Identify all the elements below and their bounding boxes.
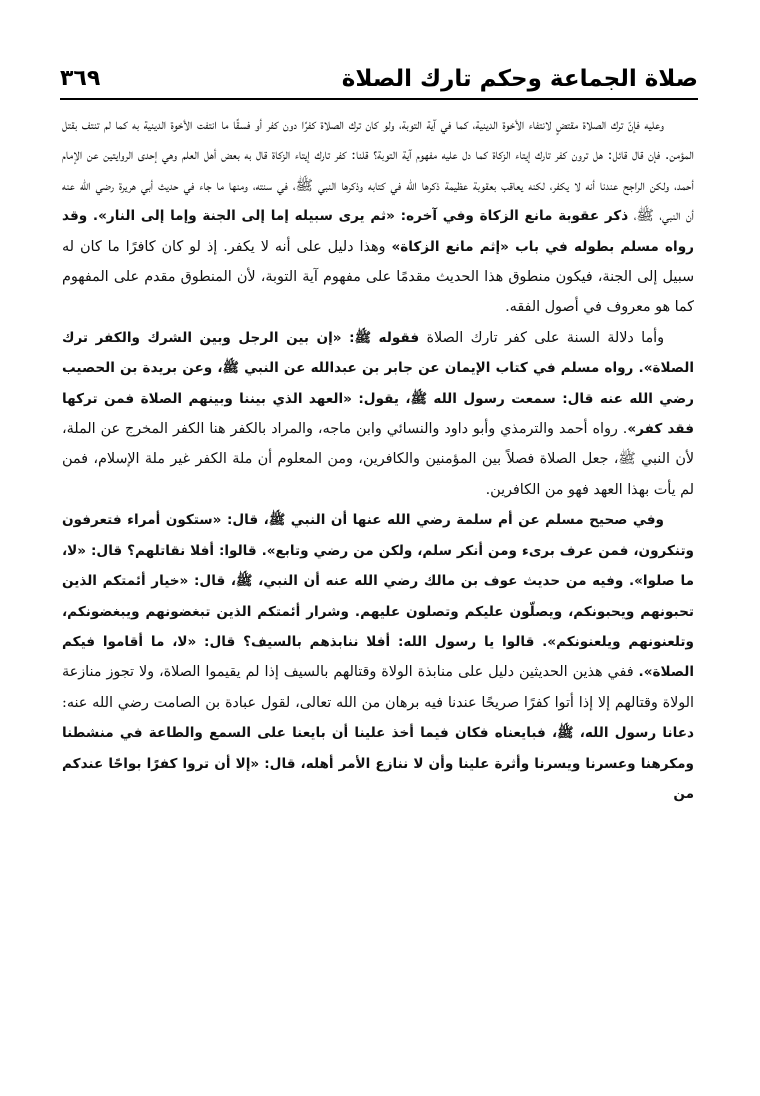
quoted-text: دعانا رسول الله، ﷺ، فبايعناه فكان فيما أخذ علينا أن بايعنا على السمع والطاعة في منشطنا ومكرهنا وعسرنا ويسرنا وأثرة علينا وأن لا ننازع الأمر أهله، قال: «إلا أن تروا كفرًا بواحًا عندكم من <box>62 725 694 802</box>
body-text: وهذا دليل على أنه لا يكفر. إذ لو كان كافرًا ما كان له سبيل إلى الجنة، فيكون منطوق هذا الحديث مقدمًا على مفهوم آية التوبة، لأن المنطوق مقدم على المفهوم كما هو معروف في أصول الفقه. <box>62 238 694 316</box>
quoted-text: فقوله ﷺ: «إن بين الرجل وبين الشرك والكفر ترك الصلاة». رواه مسلم في كتاب الإيمان عن جابر بن عبدالله عن النبي ﷺ، وعن بريدة بن الحصيب رضي الله عنه قال: سمعت رسول الله ﷺ، يقول: «العهد الذي بيننا وبينهم الصلاة فمن تركها فقد كفر» <box>62 329 694 438</box>
page-number: ٣٦٩ <box>60 66 101 91</box>
paragraph <box>62 323 694 505</box>
header-rule <box>60 98 698 100</box>
quoted-text: وفي صحيح مسلم عن أم سلمة رضي الله عنها أن النبي ﷺ، قال: «ستكون أمراء فتعرفون وتنكرون، فمن عرف برىء ومن أنكر سلم، ولكن من رضي وتابع». قالوا: أفلا نقاتلهم؟ قال: «لا، ما صلوا». وفيه من حديث عوف بن مالك رضي الله عنه أن النبي، ﷺ، قال: «خيار أئمتكم الذين تحبونهم ويحبونكم، ويصلّون عليكم وتصلون عليهم. وشرار أئمتكم الذين تبغضونهم ويبغضونكم، وتلعنونهم ويلعنونكم». قالوا يا رسول الله: أفلا ننابذهم بالسيف؟ قال: «لا، ما أقاموا فيكم الصلاة». <box>62 512 694 681</box>
paragraph <box>62 505 694 809</box>
page-body <box>62 110 694 1056</box>
paragraph <box>62 110 694 323</box>
body-text: ففي هذين الحديثين دليل على منابذة الولاة وقتالهم بالسيف إذا لم يقيموا الصلاة، ولا تجوز منازعة الولاة وقتالهم إلا إذا أتوا كفرًا صريحًا عندنا فيه برهان من الله تعالى، لقول عبادة بن الصامت رضي الله عنه: <box>62 664 694 711</box>
page-header <box>60 52 698 94</box>
quoted-text: ذكر عقوبة مانع الزكاة وفي آخره: «ثم يرى سبيله إما إلى الجنة وإما إلى النار». وقد رواه مسلم بطوله في باب «إثم مانع الزكاة» <box>62 208 694 255</box>
body-text: . رواه أحمد والترمذي وأبو داود والنسائي وابن ماجه، والمراد بالكفر هنا الكفر المخرج عن الملة، لأن النبي ﷺ، جعل الصلاة فصلاً بين المؤمنين والكافرين، ومن المعلوم أن ملة الكفر غير ملة الإسلام، فمن لم يأت بهذا العهد فهو من الكافرين. <box>62 421 694 498</box>
body-text: وعليه فإنّ ترك الصلاة مقتضٍ لانتفاء الأخوة الدينية، كما في آية التوبة، ولو كان ترك الصلاة كفرًا دون كفر أو فسقًا ما انتفت الأخوة الدينية به كما لم تنتف بقتل المؤمن. فإن قال قائل: هل ترون كفر تارك إيتاء الزكاة كما دل عليه مفهوم آية التوبة؟ قلنا: كفر تارك إيتاء الزكاة قال به بعض أهل العلم وهي إحدى الروايتين عن الإمام أحمد، ولكن الراجح عندنا أنه لا يكفر، لكنه يعاقب بعقوبة عظيمة ذكرها الله في كتابه وذكرها النبي ﷺ، في سنته، ومنها ما جاء في حديث أبي هريرة رضي الله عنه أن النبي، ﷺ، <box>62 117 694 225</box>
running-title: صلاة الجماعة وحكم تارك الصلاة <box>341 66 698 92</box>
body-text: وأما دلالة السنة على كفر تارك الصلاة <box>419 329 664 346</box>
